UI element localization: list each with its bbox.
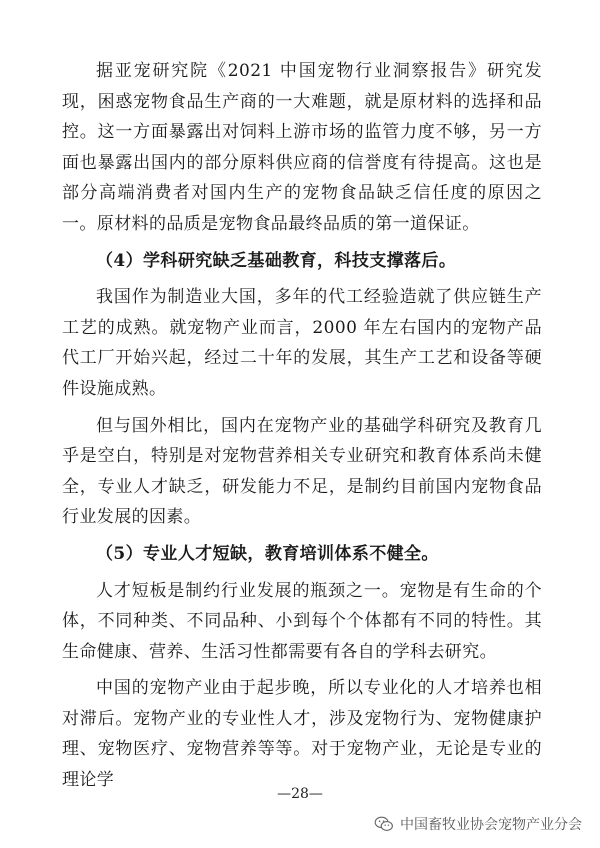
paragraph-1: 据亚宠研究院《2021 中国宠物行业洞察报告》研究发现，困惑宠物食品生产商的一大难题，就是原材料的选择和品控。这一方面暴露出对饲料上游市场的监管力度不够，另一方面也暴露出国内的部分原料供应商的信誉度有待提高。这也是部分高端消费者对国内生产的宠物食品缺乏信任度的原因之一。原材料的品质是宠物食品最终品质的第一道保证。 (62, 61, 542, 234)
paragraph-3: 但与国外相比，国内在宠物产业的基础学科研究及教育几乎是空白，特别是对宠物营养相关专业研究和教育体系尚未健全，专业人才缺乏，研发能力不足，是制约目前国内宠物食品行业发展的因素。 (62, 415, 542, 528)
page-number: —28— (277, 786, 323, 802)
section-heading-5: （5）专业人才短缺，教育培训体系不健全。 (96, 543, 439, 564)
paragraph-2: 我国作为制造业大国，多年的代工经验造就了供应链生产工艺的成熟。就宠物产业而言，2000 年左右国内的宠物产品代工厂开始兴起，经过二十年的发展，其生产工艺和设备等硬件设施成熟。 (62, 287, 542, 399)
watermark (374, 814, 582, 834)
paragraph-5: 中国的宠物产业由于起步晚，所以专业化的人才培养也相对滞后。宠物产业的专业性人才，涉及宠物行为、宠物健康护理、宠物医疗、宠物营养等等。对于宠物产业，无论是专业的理论学 (62, 678, 542, 791)
document-body (62, 56, 542, 796)
paragraph-4: 人才短板是制约行业发展的瓶颈之一。宠物是有生命的个体，不同种类、不同品种、小到每个个体都有不同的特性。其生命健康、营养、生活习性都需要有各自的学科去研究。 (62, 580, 542, 662)
section-heading-4: （4）学科研究缺乏基础教育，科技支撑落后。 (96, 250, 457, 271)
watermark-text: 中国畜牧业协会宠物产业分会 (400, 817, 582, 833)
wechat-icon (374, 816, 394, 832)
